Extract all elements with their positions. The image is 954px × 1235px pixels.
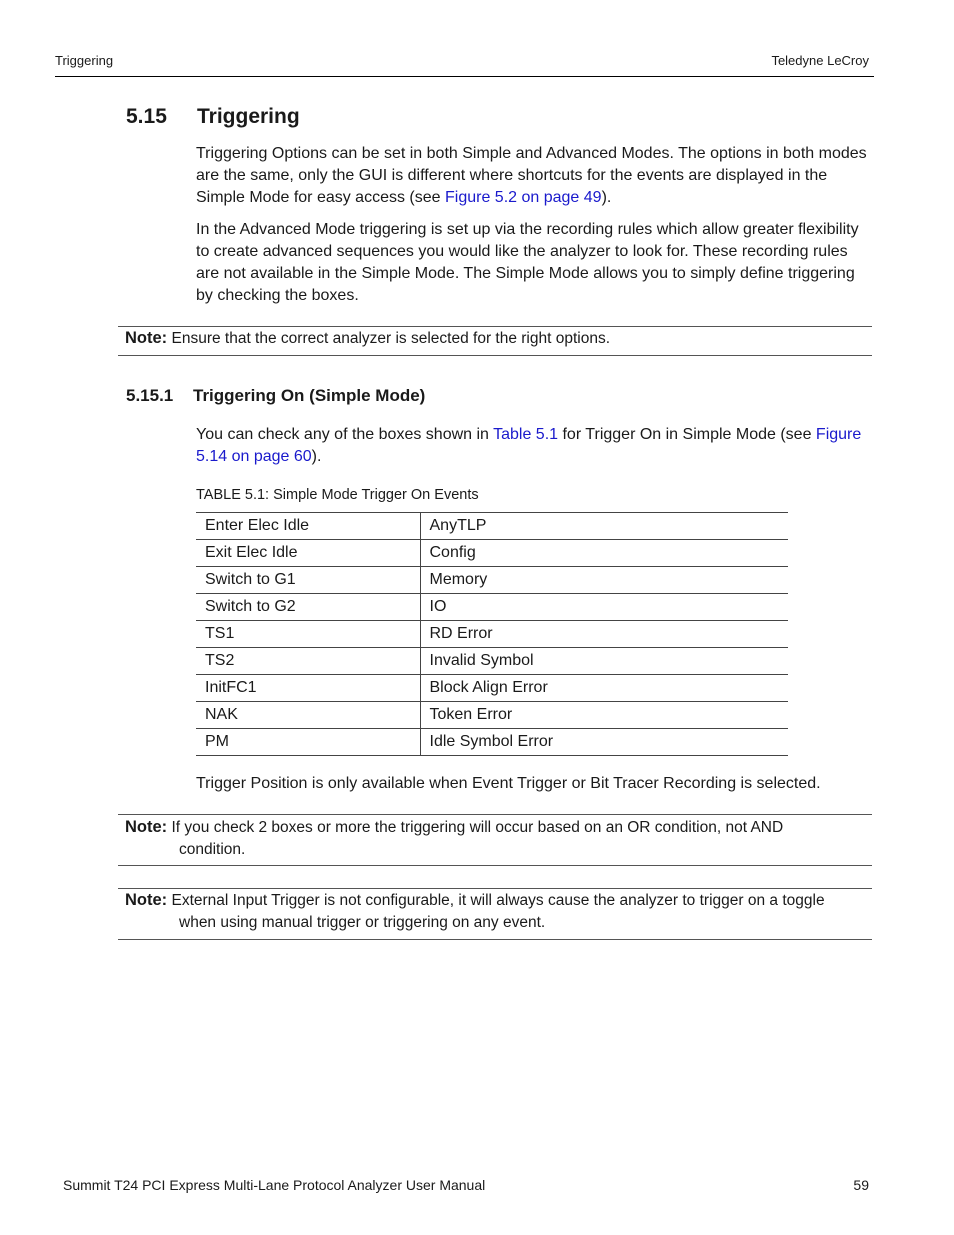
table-cell-left: TS1 xyxy=(196,621,420,648)
table-cell-left: TS2 xyxy=(196,648,420,675)
section-title: Triggering xyxy=(197,105,300,128)
note-label: Note: xyxy=(125,818,168,836)
running-header-right: Teledyne LeCroy xyxy=(771,53,869,68)
note-text-line-2: when using manual trigger or triggering on any event. xyxy=(179,913,546,931)
table-cell-right: AnyTLP xyxy=(420,513,788,540)
note-1-top-rule xyxy=(118,326,872,327)
table-cell-right: Invalid Symbol xyxy=(420,648,788,675)
table-row xyxy=(196,675,788,702)
table-row xyxy=(196,567,788,594)
note-text-line-1: If you check 2 boxes or more the triggering will occur based on an OR condition, not AND xyxy=(171,819,784,836)
table-row xyxy=(196,621,788,648)
table-cell-right: Block Align Error xyxy=(420,675,788,702)
table-cell-right: RD Error xyxy=(420,621,788,648)
note-text-line-2: condition. xyxy=(179,840,246,858)
figure-5-2-link[interactable]: Figure 5.2 on page 49 xyxy=(445,189,602,206)
note-3-bottom-rule xyxy=(118,939,872,940)
section-paragraph-1: Triggering Options can be set in both Simple and Advanced Modes. The options in both modes are the same, only the GUI is different where shortcuts for the events are displayed in the Simple Mode for easy access (see Figure 5.2 on page 49). xyxy=(196,145,867,206)
table-cell-left: PM xyxy=(196,729,420,756)
subsection-paragraph: You can check any of the boxes shown in Table 5.1 for Trigger On in Simple Mode (see Figure 5.14 on page 60). xyxy=(196,426,862,465)
note-2-bottom-rule xyxy=(118,865,872,866)
table-row xyxy=(196,594,788,621)
section-paragraph-2: In the Advanced Mode triggering is set up via the recording rules which allow greater flexibility to create advanced sequences you would like the analyzer to look for. These recording rules are not available in the Simple Mode. The Simple Mode allows you to simply define triggering by checking the boxes. xyxy=(196,221,859,304)
note-2 xyxy=(125,817,870,860)
table-row xyxy=(196,702,788,729)
note-label: Note: xyxy=(125,329,168,347)
header-rule xyxy=(55,76,874,77)
note-text: Ensure that the correct analyzer is selected for the right options. xyxy=(171,330,611,347)
table-cell-left: NAK xyxy=(196,702,420,729)
section-heading xyxy=(126,105,300,129)
section-number: 5.15 xyxy=(126,105,167,128)
footer-title: Summit T24 PCI Express Multi-Lane Protocol Analyzer User Manual xyxy=(63,1177,486,1193)
table-cell-left: Enter Elec Idle xyxy=(196,513,420,540)
note-3-top-rule xyxy=(118,888,872,889)
note-1-bottom-rule xyxy=(118,355,872,356)
table-5-1-link[interactable]: Table 5.1 xyxy=(493,426,559,443)
note-1 xyxy=(125,328,870,350)
subsection-title: Triggering On (Simple Mode) xyxy=(193,386,426,405)
table-cell-right: Token Error xyxy=(420,702,788,729)
note-2-top-rule xyxy=(118,814,872,815)
table-cell-right: Idle Symbol Error xyxy=(420,729,788,756)
table-row xyxy=(196,729,788,756)
table-cell-left: Exit Elec Idle xyxy=(196,540,420,567)
table-cell-left: InitFC1 xyxy=(196,675,420,702)
table-cell-left: Switch to G1 xyxy=(196,567,420,594)
figure-5-14-link[interactable]: Figure 5.14 on page 60 xyxy=(196,426,862,465)
table-row xyxy=(196,648,788,675)
note-text-line-1: External Input Trigger is not configurable, it will always cause the analyzer to trigger on a toggle xyxy=(171,892,825,909)
table-caption: TABLE 5.1: Simple Mode Trigger On Events xyxy=(196,487,479,503)
trigger-events-table xyxy=(196,512,788,756)
note-label: Note: xyxy=(125,891,168,909)
table-cell-right: Memory xyxy=(420,567,788,594)
table-cell-right: IO xyxy=(420,594,788,621)
subsection-heading xyxy=(126,386,425,406)
trigger-position-paragraph: Trigger Position is only available when Event Trigger or Bit Tracer Recording is selected. xyxy=(196,775,821,792)
table-cell-right: Config xyxy=(420,540,788,567)
page-number: 59 xyxy=(853,1177,869,1193)
running-header-left: Triggering xyxy=(55,53,114,68)
note-3 xyxy=(125,890,870,933)
table-cell-left: Switch to G2 xyxy=(196,594,420,621)
table-row xyxy=(196,513,788,540)
table-row xyxy=(196,540,788,567)
subsection-number: 5.15.1 xyxy=(126,386,174,405)
